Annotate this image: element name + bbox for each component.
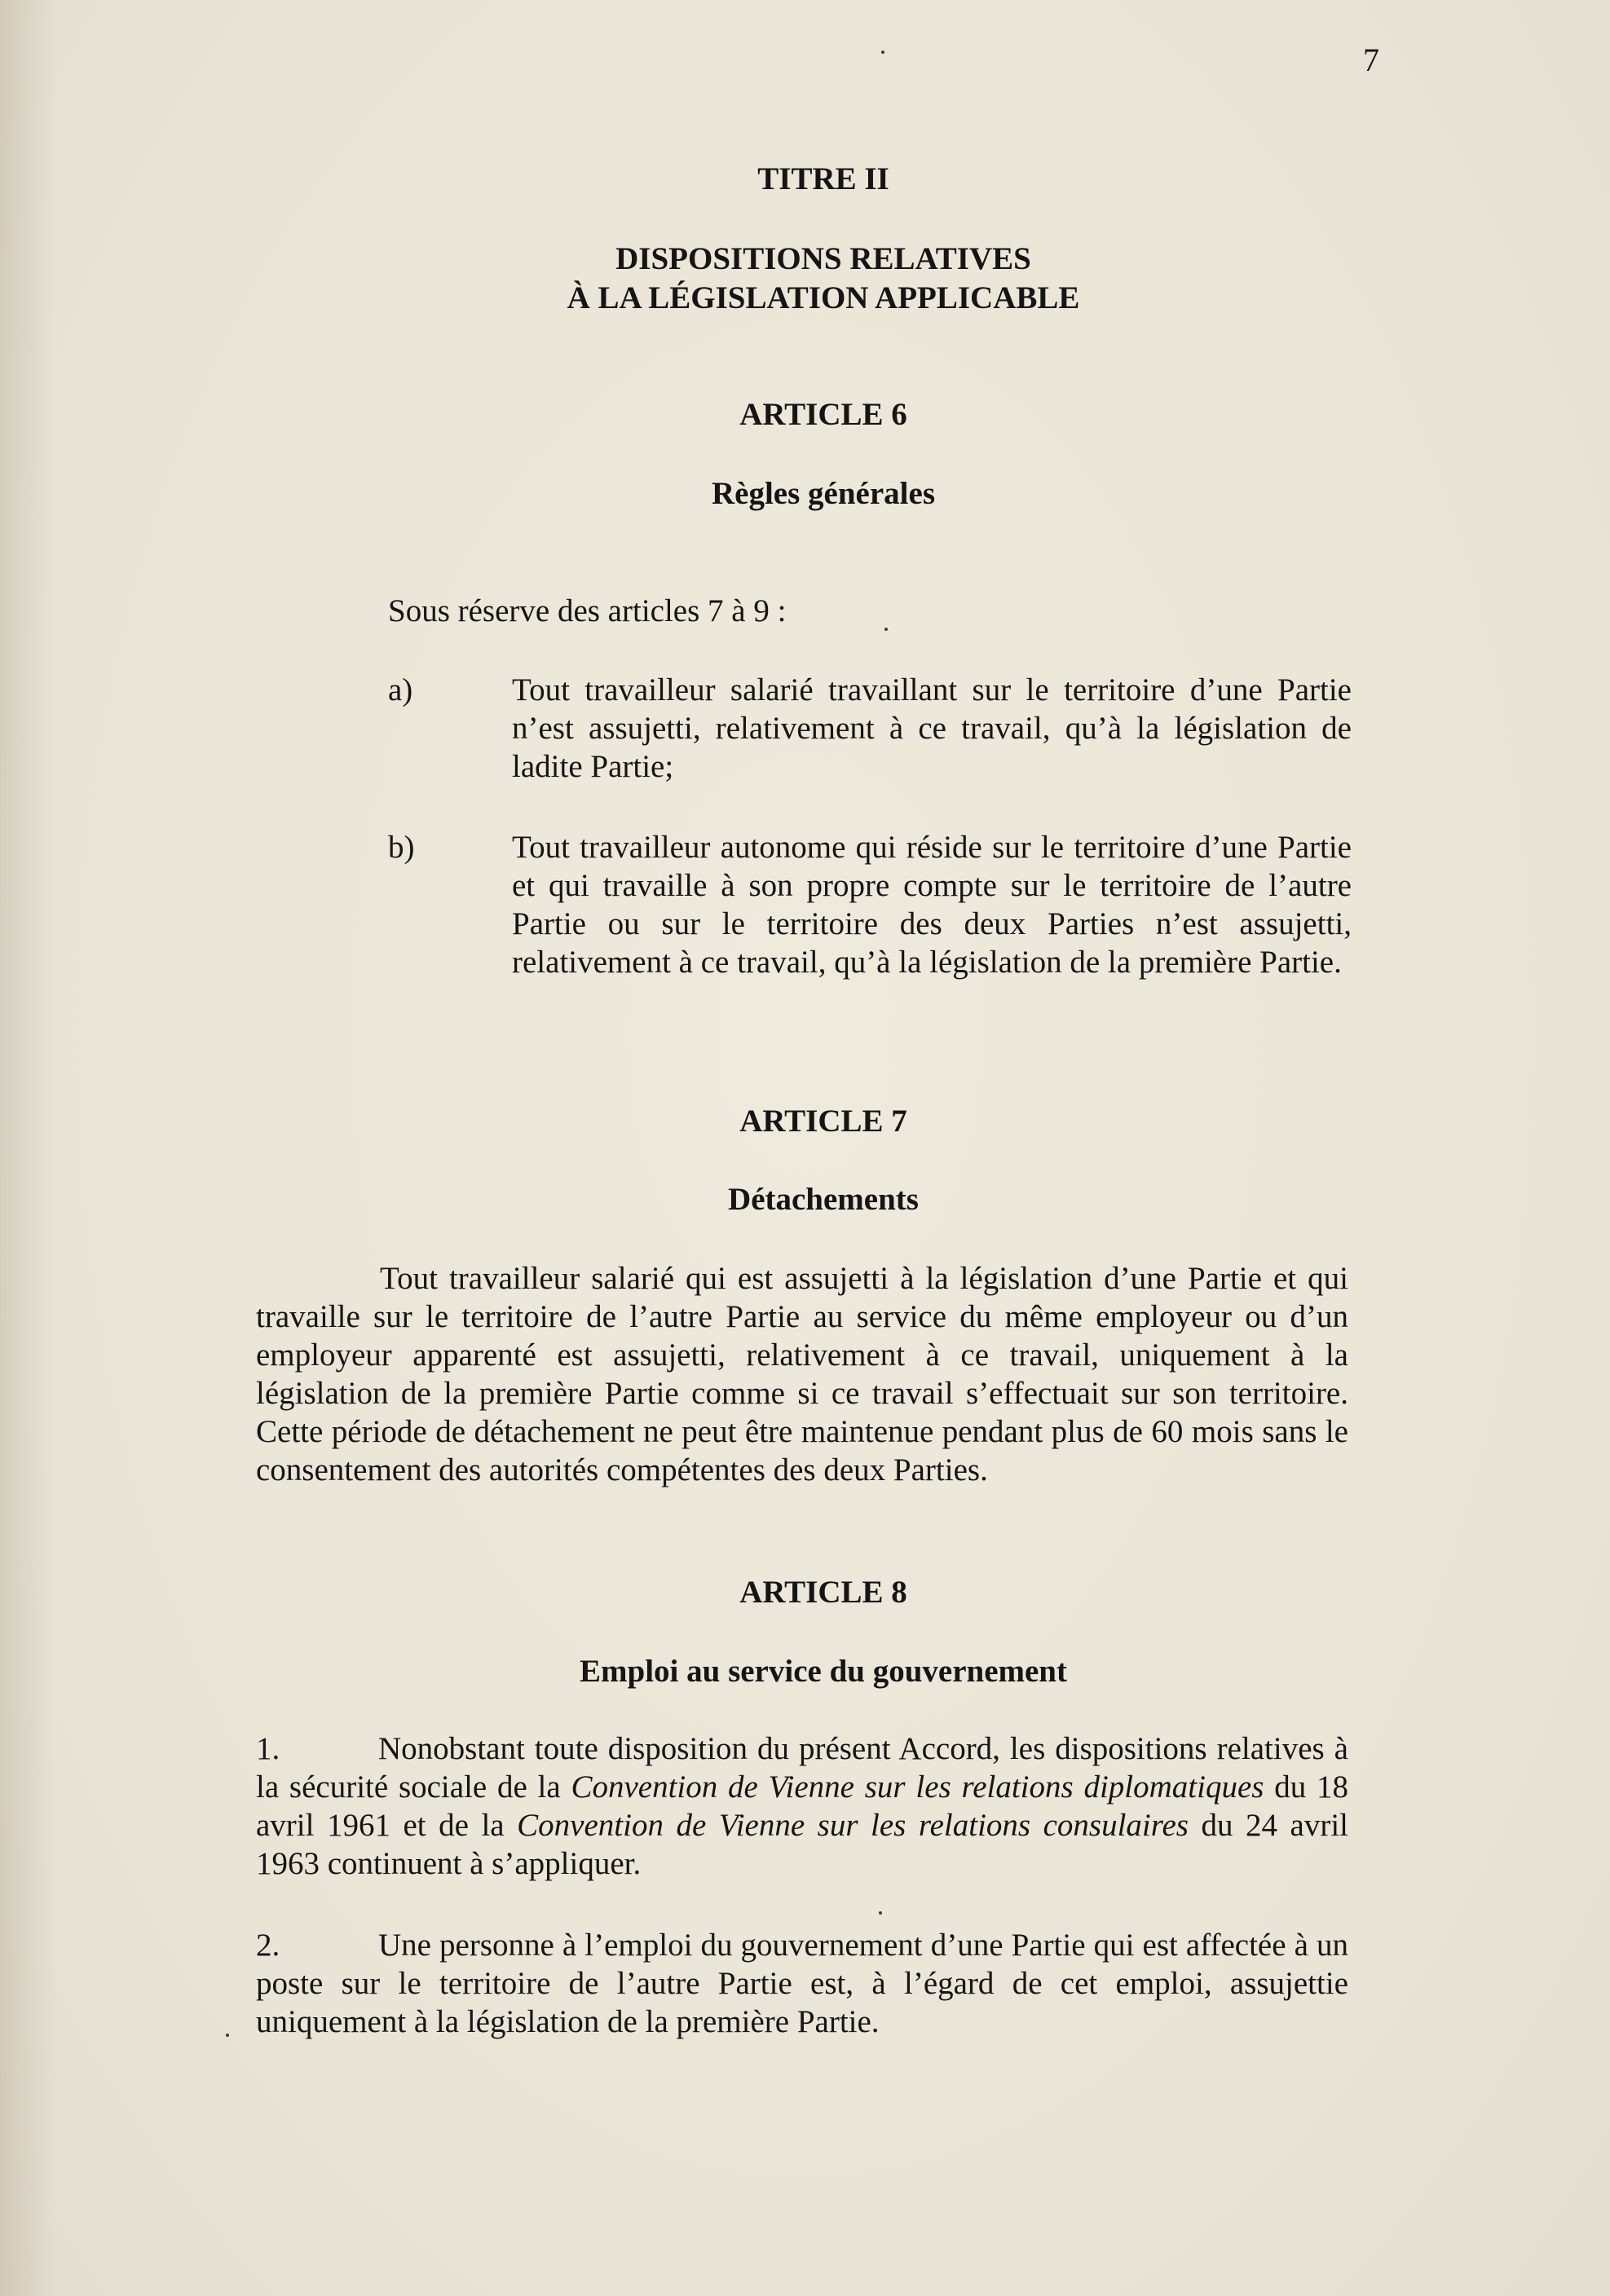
article-6-intro: Sous réserve des articles 7 à 9 : [388, 593, 787, 628]
article-8-p1-italic-a: Convention de Vienne sur les relations diplomatiques [571, 1769, 1264, 1805]
section-title-line2: À LA LÉGISLATION APPLICABLE [567, 280, 1080, 315]
article-8-subheading: Emploi au service du gouvernement [580, 1654, 1067, 1689]
article-8-paragraph-2 [256, 1926, 1348, 2041]
article-8-p1-number: 1. [256, 1731, 280, 1766]
page-number: 7 [1363, 42, 1379, 78]
scan-speck [879, 1911, 882, 1915]
article-6-item-a-label: a) [388, 672, 413, 707]
article-7-text: Tout travailleur salarié qui est assujetti à la législation d’une Partie et qui travaille sur le territoire de l’autre Partie au service du même employeur ou d’un employeur apparenté est assujetti, relativement à ce travail, uniquement à la législation de la première Partie comme si ce travail s’effectuait sur son territoire. Cette période de détachement ne peut être maintenue pendant plus de 60 mois sans le consentement des autorités compétentes des deux Parties. [256, 1261, 1348, 1487]
article-8-p2-number: 2. [256, 1928, 280, 1963]
article-8-paragraph-1 [256, 1730, 1348, 1883]
article-6-item-b-label: b) [388, 830, 415, 865]
scan-speck [881, 51, 884, 54]
article-8-p2-text: Une personne à l’emploi du gouvernement d’une Partie qui est affectée à un poste sur le territoire de l’autre Partie est, à l’égard de cet emploi, assujettie uniquement à la législation de la première Partie. [256, 1928, 1348, 2039]
article-6-heading: ARTICLE 6 [739, 397, 907, 432]
article-7-heading: ARTICLE 7 [739, 1104, 907, 1139]
page-edge-shadow [0, 0, 57, 2296]
scan-speck [226, 2034, 229, 2037]
article-8-p1-text-a: Nonobstant toute disposition du présent Accord, les dispositions relatives à la sécurité sociale de la [256, 1731, 1348, 1805]
article-8-p1-text-b: du 18 avril 1961 et de la [256, 1769, 1348, 1843]
article-6-item-a-text: Tout travailleur salarié travaillant sur le territoire d’une Partie n’est assujetti, relativement à ce travail, qu’à la législation de ladite Partie; [512, 672, 1352, 784]
article-7-subheading: Détachements [728, 1182, 919, 1217]
section-title-line1: DISPOSITIONS RELATIVES [615, 241, 1031, 276]
article-8-heading: ARTICLE 8 [739, 1575, 907, 1610]
article-6-item-b-text: Tout travailleur autonome qui réside sur le territoire d’une Partie et qui travaille à son propre compte sur le territoire de l’autre Partie ou sur le territoire des deux Parties n’est assujetti, relativement à ce travail, qu’à la législation de la première Partie. [512, 830, 1352, 980]
article-8-p1-text-c: du 24 avril 1963 continuent à s’appliquer. [256, 1808, 1349, 1881]
article-6-subheading: Règles générales [712, 476, 935, 511]
article-8-p1-italic-b: Convention de Vienne sur les relations consulaires [517, 1808, 1189, 1843]
title-heading: TITRE II [757, 161, 889, 196]
